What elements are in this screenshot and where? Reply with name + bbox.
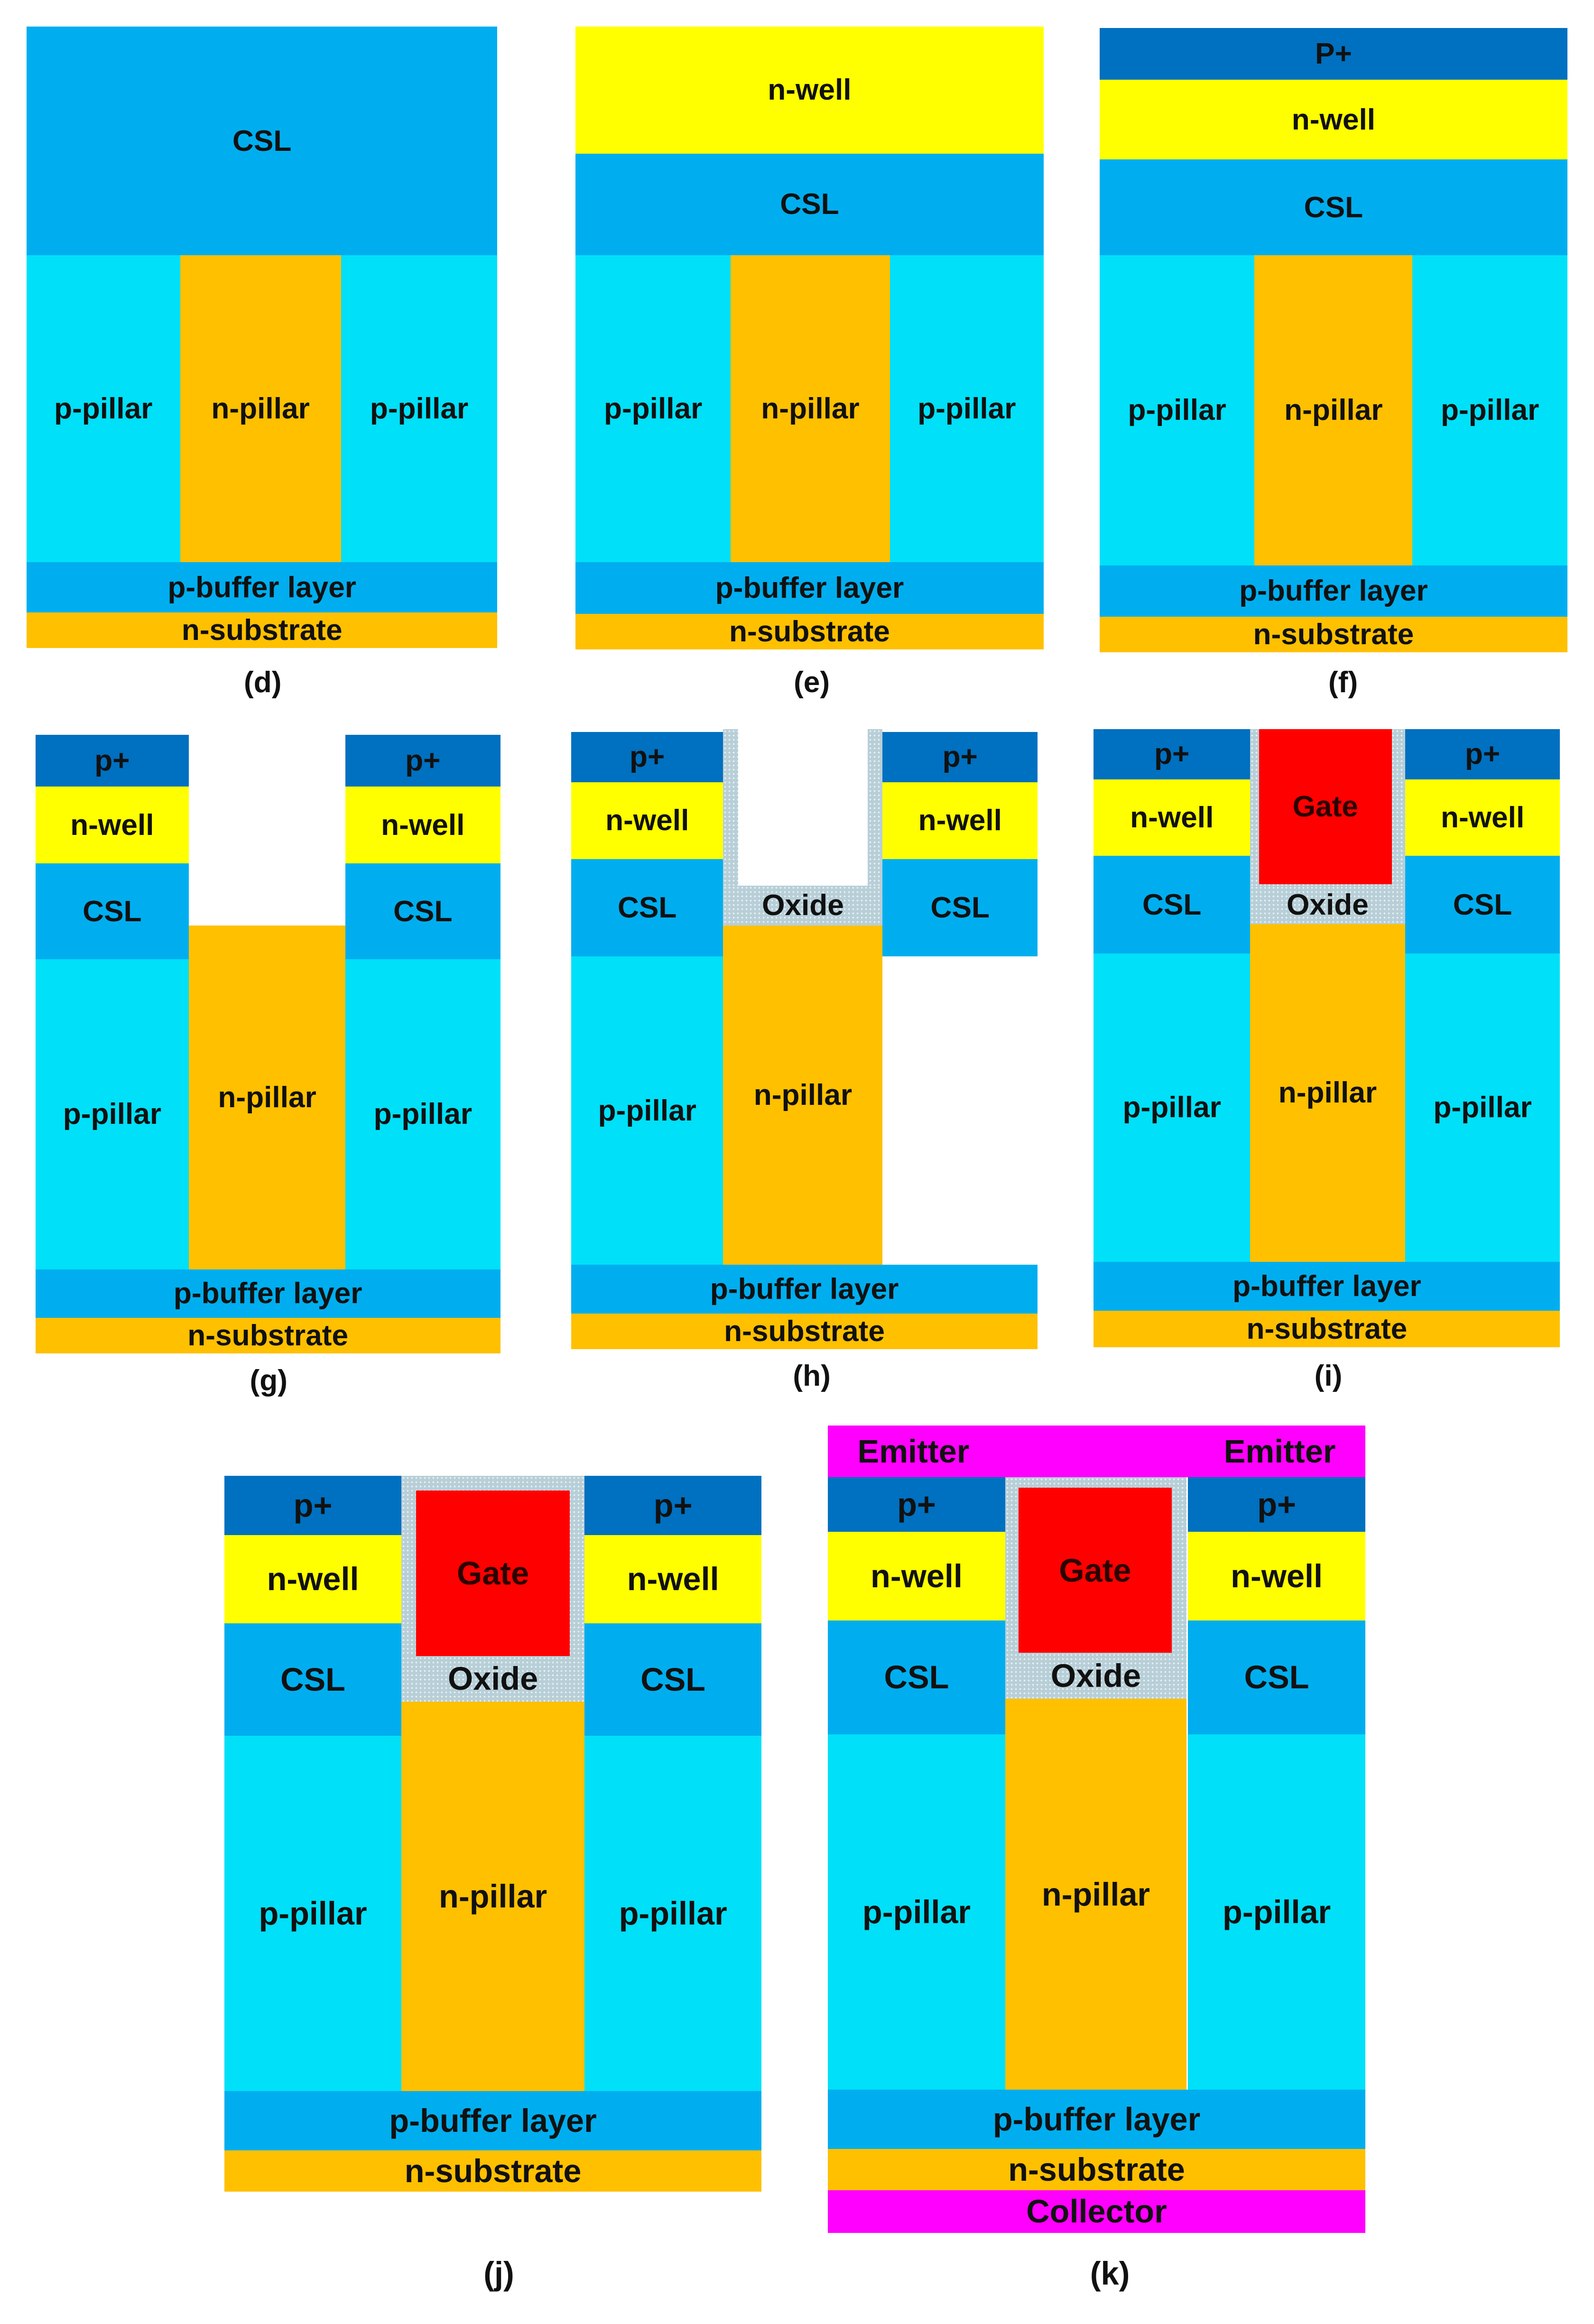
panel-caption: (j) <box>483 2255 514 2292</box>
layer-csl: CSL <box>584 1623 761 1735</box>
layer-csl: CSL <box>1405 856 1560 953</box>
layer-oxide: Oxide <box>1005 1653 1187 1698</box>
panel-caption: (k) <box>1090 2255 1130 2292</box>
layer-gate: Gate <box>1019 1488 1172 1653</box>
layer-n-substrate: n-substrate <box>224 2150 761 2192</box>
layer-n-substrate: n-substrate <box>571 1314 1038 1349</box>
layer-p-pillar: p-pillar <box>27 255 180 562</box>
panel-caption: (d) <box>244 666 282 699</box>
layer-csl: CSL <box>1188 1620 1365 1734</box>
panel-caption: (i) <box>1314 1360 1343 1393</box>
layer-gate: Gate <box>416 1491 570 1656</box>
layer-oxide: Oxide <box>723 886 882 926</box>
layer-n-well: n-well <box>345 787 500 863</box>
layer-emitter: Emitter <box>1223 1433 1336 1470</box>
layer-p-plus: p+ <box>36 735 189 787</box>
layer-csl: CSL <box>575 154 1043 256</box>
layer-n-well: n-well <box>1094 779 1250 856</box>
layer-p-plus: p+ <box>882 732 1038 782</box>
layer-n-pillar: n-pillar <box>1005 1699 1187 2090</box>
layer-n-substrate: n-substrate <box>828 2149 1365 2190</box>
layer-oxide: Oxide <box>1250 886 1405 924</box>
layer-p-pillar: p-pillar <box>224 1736 401 2092</box>
layer-csl: CSL <box>1094 856 1250 953</box>
layer-n-substrate: n-substrate <box>575 614 1043 649</box>
layer-oxide: Oxide <box>401 1656 584 1702</box>
layer-p-pillar: p-pillar <box>1412 255 1567 565</box>
layer-p-plus: p+ <box>1094 729 1250 779</box>
layer-n-substrate: n-substrate <box>36 1318 500 1353</box>
layer-p-pillar: p-pillar <box>36 959 189 1269</box>
layer-p-plus: p+ <box>1188 1477 1365 1532</box>
layer-n-pillar: n-pillar <box>189 926 345 1269</box>
layer-csl: CSL <box>345 863 500 959</box>
layer-p-pillar: p-pillar <box>345 959 500 1269</box>
layer-p-buffer-layer: p-buffer layer <box>224 2091 761 2150</box>
layer-csl: CSL <box>882 859 1038 956</box>
layer-p-pillar: p-pillar <box>828 1734 1005 2090</box>
layer-emitter: Emitter <box>828 1426 1365 1477</box>
layer-p-buffer-layer: p-buffer layer <box>828 2090 1365 2148</box>
layer-csl: CSL <box>828 1620 1005 1734</box>
panel-caption: (e) <box>794 666 830 699</box>
layer-n-well: n-well <box>575 27 1043 154</box>
layer-n-well: n-well <box>224 1535 401 1624</box>
layer-p-pillar: p-pillar <box>1188 1734 1365 2090</box>
trench-opening <box>738 729 868 886</box>
layer-csl: CSL <box>571 859 723 956</box>
layer-collector: Collector <box>828 2190 1365 2233</box>
layer-n-well: n-well <box>882 782 1038 859</box>
layer-csl: CSL <box>224 1623 401 1735</box>
layer-p-pillar: p-pillar <box>1100 255 1255 565</box>
layer-n-substrate: n-substrate <box>1100 617 1567 652</box>
layer-p-plus: p+ <box>224 1476 401 1535</box>
layer-p-pillar: p-pillar <box>571 956 723 1265</box>
layer-p-plus: p+ <box>571 732 723 782</box>
layer-p-pillar: p-pillar <box>575 255 731 562</box>
layer-p-buffer-layer: p-buffer layer <box>1094 1262 1560 1311</box>
layer-p-plus: p+ <box>1405 729 1560 779</box>
layer-csl: CSL <box>1100 159 1567 255</box>
layer-p-pillar: p-pillar <box>1094 954 1250 1262</box>
layer-n-substrate: n-substrate <box>27 612 497 648</box>
layer-csl: CSL <box>27 27 497 255</box>
layer-p-buffer-layer: p-buffer layer <box>27 562 497 612</box>
layer-n-well: n-well <box>828 1532 1005 1620</box>
layer-n-well: n-well <box>571 782 723 859</box>
layer-n-pillar: n-pillar <box>180 255 341 562</box>
layer-p-buffer-layer: p-buffer layer <box>1100 565 1567 617</box>
layer-p-plus: p+ <box>345 735 500 787</box>
layer-n-well: n-well <box>1100 80 1567 159</box>
layer-n-pillar: n-pillar <box>401 1702 584 2091</box>
layer-gate: Gate <box>1259 729 1392 884</box>
layer-n-well: n-well <box>36 787 189 863</box>
layer-p-pillar: p-pillar <box>1405 954 1560 1262</box>
layer-p-buffer-layer: p-buffer layer <box>575 562 1043 614</box>
layer-csl: CSL <box>36 863 189 959</box>
layer-p-pillar: p-pillar <box>341 255 498 562</box>
layer-p-buffer-layer: p-buffer layer <box>36 1269 500 1318</box>
layer-p-pillar: p-pillar <box>584 1736 761 2092</box>
layer-p-plus: p+ <box>828 1477 1005 1532</box>
layer-p-buffer-layer: p-buffer layer <box>571 1265 1038 1314</box>
panel-caption: (h) <box>793 1360 831 1393</box>
layer-p-pillar: p-pillar <box>890 255 1044 562</box>
layer-n-well: n-well <box>584 1535 761 1624</box>
layer-n-well: n-well <box>1405 779 1560 856</box>
layer-p-plus: P+ <box>1100 28 1567 80</box>
layer-n-pillar: n-pillar <box>731 255 890 562</box>
panel-caption: (f) <box>1328 666 1358 699</box>
layer-n-substrate: n-substrate <box>1094 1311 1560 1348</box>
layer-n-pillar: n-pillar <box>723 926 882 1265</box>
layer-p-plus: p+ <box>584 1476 761 1535</box>
layer-n-well: n-well <box>1188 1532 1365 1620</box>
layer-n-pillar: n-pillar <box>1250 924 1405 1262</box>
panel-caption: (g) <box>250 1364 287 1397</box>
layer-n-pillar: n-pillar <box>1254 255 1412 565</box>
